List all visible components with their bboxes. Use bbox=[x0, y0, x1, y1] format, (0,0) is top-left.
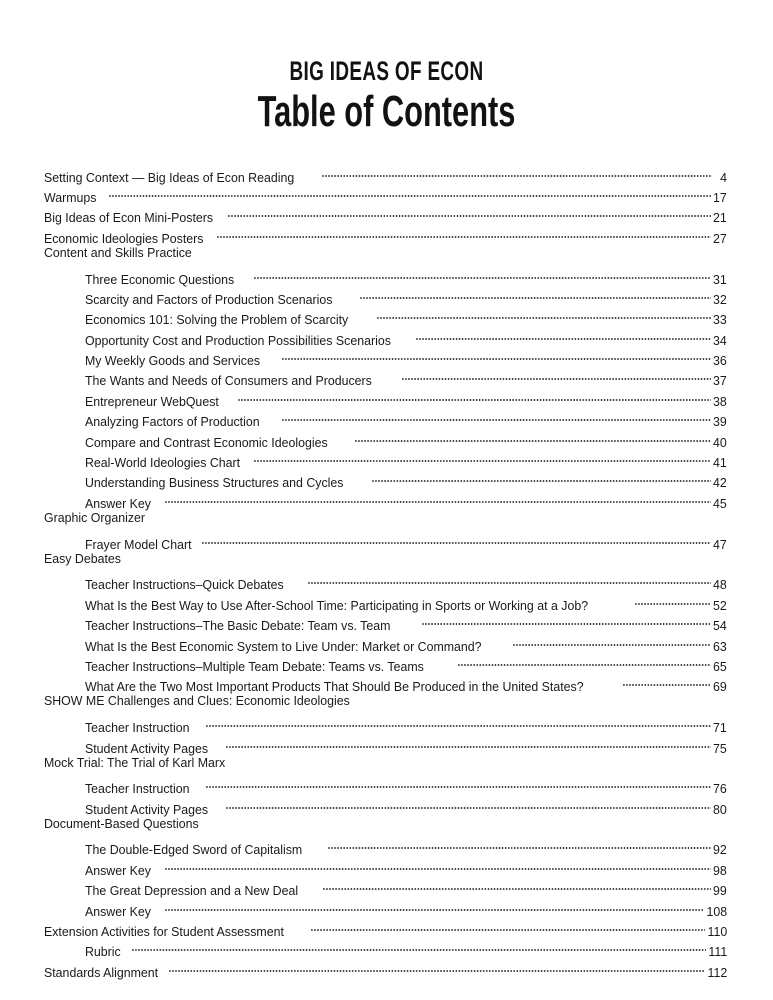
toc-entry[interactable] bbox=[44, 569, 727, 593]
dot-leader bbox=[165, 487, 711, 507]
toc-page-number: 39 bbox=[713, 414, 727, 430]
dot-leader bbox=[217, 222, 711, 242]
toc-entry-label: Teacher Instructions–The Basic Debate: Team vs. Team bbox=[85, 618, 391, 634]
toc-page-number: 69 bbox=[713, 679, 727, 695]
toc-entry-label: Big Ideas of Econ Mini-Posters bbox=[44, 210, 214, 226]
toc-entry-label: Understanding Business Structures and Cycles bbox=[85, 475, 344, 491]
toc-entry-label: Student Activity Pages bbox=[85, 740, 209, 756]
toc-page-number: 52 bbox=[713, 597, 727, 613]
toc-entry[interactable] bbox=[44, 528, 727, 552]
toc-page-number: 47 bbox=[713, 536, 727, 552]
dot-leader bbox=[282, 406, 711, 426]
toc-page-number: 31 bbox=[713, 271, 727, 287]
toc-entry[interactable] bbox=[44, 161, 727, 185]
dot-leader bbox=[513, 630, 711, 650]
toc-page-number: 75 bbox=[713, 740, 727, 756]
toc-entry-label: My Weekly Goods and Services bbox=[85, 353, 261, 369]
toc-page-number: 32 bbox=[713, 291, 727, 307]
dot-leader bbox=[226, 793, 711, 813]
toc-page-number: 33 bbox=[713, 312, 727, 328]
toc-page-number: 71 bbox=[713, 720, 727, 736]
toc-entry[interactable] bbox=[44, 263, 727, 287]
toc-entry-label: What Are the Two Most Important Products That Should Be Produced in the United States? bbox=[85, 679, 584, 695]
toc-page-number: 63 bbox=[713, 638, 727, 654]
toc-page-number: 42 bbox=[713, 475, 727, 491]
dot-leader bbox=[623, 671, 711, 691]
document-heading bbox=[0, 0, 773, 135]
toc-page-number: 45 bbox=[713, 495, 727, 511]
toc-page-number: 40 bbox=[713, 434, 727, 450]
document-subtitle: BIG IDEAS OF ECON bbox=[289, 56, 484, 86]
toc-page-number: 38 bbox=[713, 393, 727, 409]
toc-entry-label: Graphic Organizer bbox=[44, 509, 146, 525]
toc-entry-label: What Is the Best Economic System to Live Under: Market or Command? bbox=[85, 638, 482, 654]
toc-entry-label: The Great Depression and a New Deal bbox=[85, 883, 299, 899]
dot-leader bbox=[165, 895, 704, 915]
toc-entry-label: Teacher Instruction bbox=[85, 781, 190, 797]
dot-leader bbox=[328, 834, 712, 854]
toc-entry-label: Extension Activities for Student Assessment bbox=[44, 924, 284, 940]
toc-entry[interactable] bbox=[44, 956, 727, 980]
toc-entry-label: Answer Key bbox=[85, 862, 151, 878]
dot-leader bbox=[402, 365, 711, 385]
table-of-contents-list bbox=[0, 161, 773, 980]
toc-entry[interactable] bbox=[44, 182, 727, 205]
toc-page-number: 21 bbox=[713, 210, 727, 226]
dot-leader bbox=[360, 284, 711, 304]
dot-leader bbox=[311, 916, 705, 936]
toc-entry-label: Opportunity Cost and Production Possibilities Scenarios bbox=[85, 332, 391, 348]
toc-entry-label: Entrepreneur WebQuest bbox=[85, 393, 219, 409]
toc-entry-label: Three Economic Questions bbox=[85, 271, 235, 287]
toc-page-number: 112 bbox=[707, 964, 727, 980]
toc-page-number: 37 bbox=[713, 373, 727, 389]
toc-entry-label: Setting Context — Big Ideas of Econ Reading bbox=[44, 169, 295, 185]
dot-leader bbox=[355, 426, 711, 446]
toc-page-number: 76 bbox=[713, 781, 727, 797]
toc-section-heading bbox=[44, 243, 727, 263]
toc-entry-label: Rubric bbox=[85, 944, 121, 960]
toc-page-number: 110 bbox=[707, 924, 727, 940]
toc-section-heading bbox=[44, 753, 727, 773]
toc-page-number: 34 bbox=[713, 332, 727, 348]
toc-entry-label: Economic Ideologies Posters bbox=[44, 230, 204, 246]
toc-entry-label: The Double-Edged Sword of Capitalism bbox=[85, 842, 303, 858]
dot-leader bbox=[238, 385, 711, 405]
toc-page-number: 92 bbox=[713, 842, 727, 858]
toc-entry-label: Teacher Instructions–Multiple Team Debate: Teams vs. Teams bbox=[85, 658, 424, 674]
dot-leader bbox=[226, 732, 711, 752]
toc-entry-label: SHOW ME Challenges and Clues: Economic Ideologies bbox=[44, 693, 350, 709]
toc-entry-label: Analyzing Factors of Production bbox=[85, 414, 260, 430]
toc-entry-label: Answer Key bbox=[85, 495, 151, 511]
dot-leader bbox=[422, 610, 711, 630]
toc-entry[interactable] bbox=[44, 773, 727, 797]
dot-leader bbox=[206, 712, 711, 732]
toc-entry-label: Standards Alignment bbox=[44, 964, 159, 980]
dot-leader bbox=[308, 569, 712, 589]
dot-leader bbox=[323, 875, 711, 895]
toc-page-number: 41 bbox=[713, 455, 727, 471]
dot-leader bbox=[254, 263, 711, 283]
toc-entry-label: Student Activity Pages bbox=[85, 801, 209, 817]
dot-leader bbox=[458, 651, 711, 671]
dot-leader bbox=[206, 773, 711, 793]
toc-entry-label: Economics 101: Solving the Problem of Scarcity bbox=[85, 312, 349, 328]
dot-leader bbox=[416, 324, 711, 344]
toc-entry-label: Real-World Ideologies Chart bbox=[85, 455, 241, 471]
toc-page-number: 17 bbox=[713, 189, 727, 205]
dot-leader bbox=[132, 936, 705, 956]
page-title: Table of Contents bbox=[257, 87, 516, 136]
dot-leader bbox=[282, 345, 711, 365]
toc-entry-label: Easy Debates bbox=[44, 550, 121, 566]
toc-page-number: 108 bbox=[706, 903, 727, 919]
dot-leader bbox=[322, 161, 712, 181]
dot-leader bbox=[202, 528, 712, 548]
dot-leader bbox=[169, 956, 705, 976]
toc-entry-label: What Is the Best Way to Use After-School Time: Participating in Sports or Working at a Job? bbox=[85, 597, 589, 613]
toc-page-number: 80 bbox=[713, 801, 727, 817]
toc-entry-label: Answer Key bbox=[85, 903, 151, 919]
toc-entry[interactable] bbox=[44, 936, 727, 960]
toc-entry-label: Document-Based Questions bbox=[44, 815, 199, 831]
dot-leader bbox=[635, 589, 711, 609]
toc-entry-label: Frayer Model Chart bbox=[85, 536, 192, 552]
toc-entry[interactable] bbox=[44, 202, 727, 226]
toc-entry-label: Compare and Contrast Economic Ideologies bbox=[85, 434, 328, 450]
toc-entry-label: Mock Trial: The Trial of Karl Marx bbox=[44, 754, 226, 770]
toc-page-number: 4 bbox=[720, 169, 727, 185]
toc-page-number: 54 bbox=[713, 618, 727, 634]
toc-section-heading bbox=[44, 814, 727, 834]
toc-entry-label: Scarcity and Factors of Production Scenarios bbox=[85, 291, 333, 307]
toc-page-number: 27 bbox=[713, 230, 727, 246]
toc-page-number: 65 bbox=[713, 658, 727, 674]
toc-entry-label: The Wants and Needs of Consumers and Producers bbox=[85, 373, 372, 389]
dot-leader bbox=[254, 447, 711, 467]
toc-entry[interactable] bbox=[44, 712, 727, 736]
toc-page-number: 99 bbox=[713, 883, 727, 899]
dot-leader bbox=[109, 182, 711, 202]
dot-leader bbox=[228, 202, 711, 222]
toc-entry-label: Content and Skills Practice bbox=[44, 244, 192, 260]
toc-page-number: 98 bbox=[713, 862, 727, 878]
toc-entry-label: Teacher Instructions–Quick Debates bbox=[85, 577, 284, 593]
dot-leader bbox=[377, 304, 711, 324]
toc-entry-label: Warmups bbox=[44, 189, 97, 205]
toc-page-number: 48 bbox=[713, 577, 727, 593]
toc-page-number: 36 bbox=[713, 353, 727, 369]
toc-entry-label: Teacher Instruction bbox=[85, 720, 190, 736]
dot-leader bbox=[372, 467, 711, 487]
dot-leader bbox=[165, 854, 711, 874]
toc-page-number: 111 bbox=[708, 944, 727, 960]
toc-entry[interactable] bbox=[44, 834, 727, 858]
